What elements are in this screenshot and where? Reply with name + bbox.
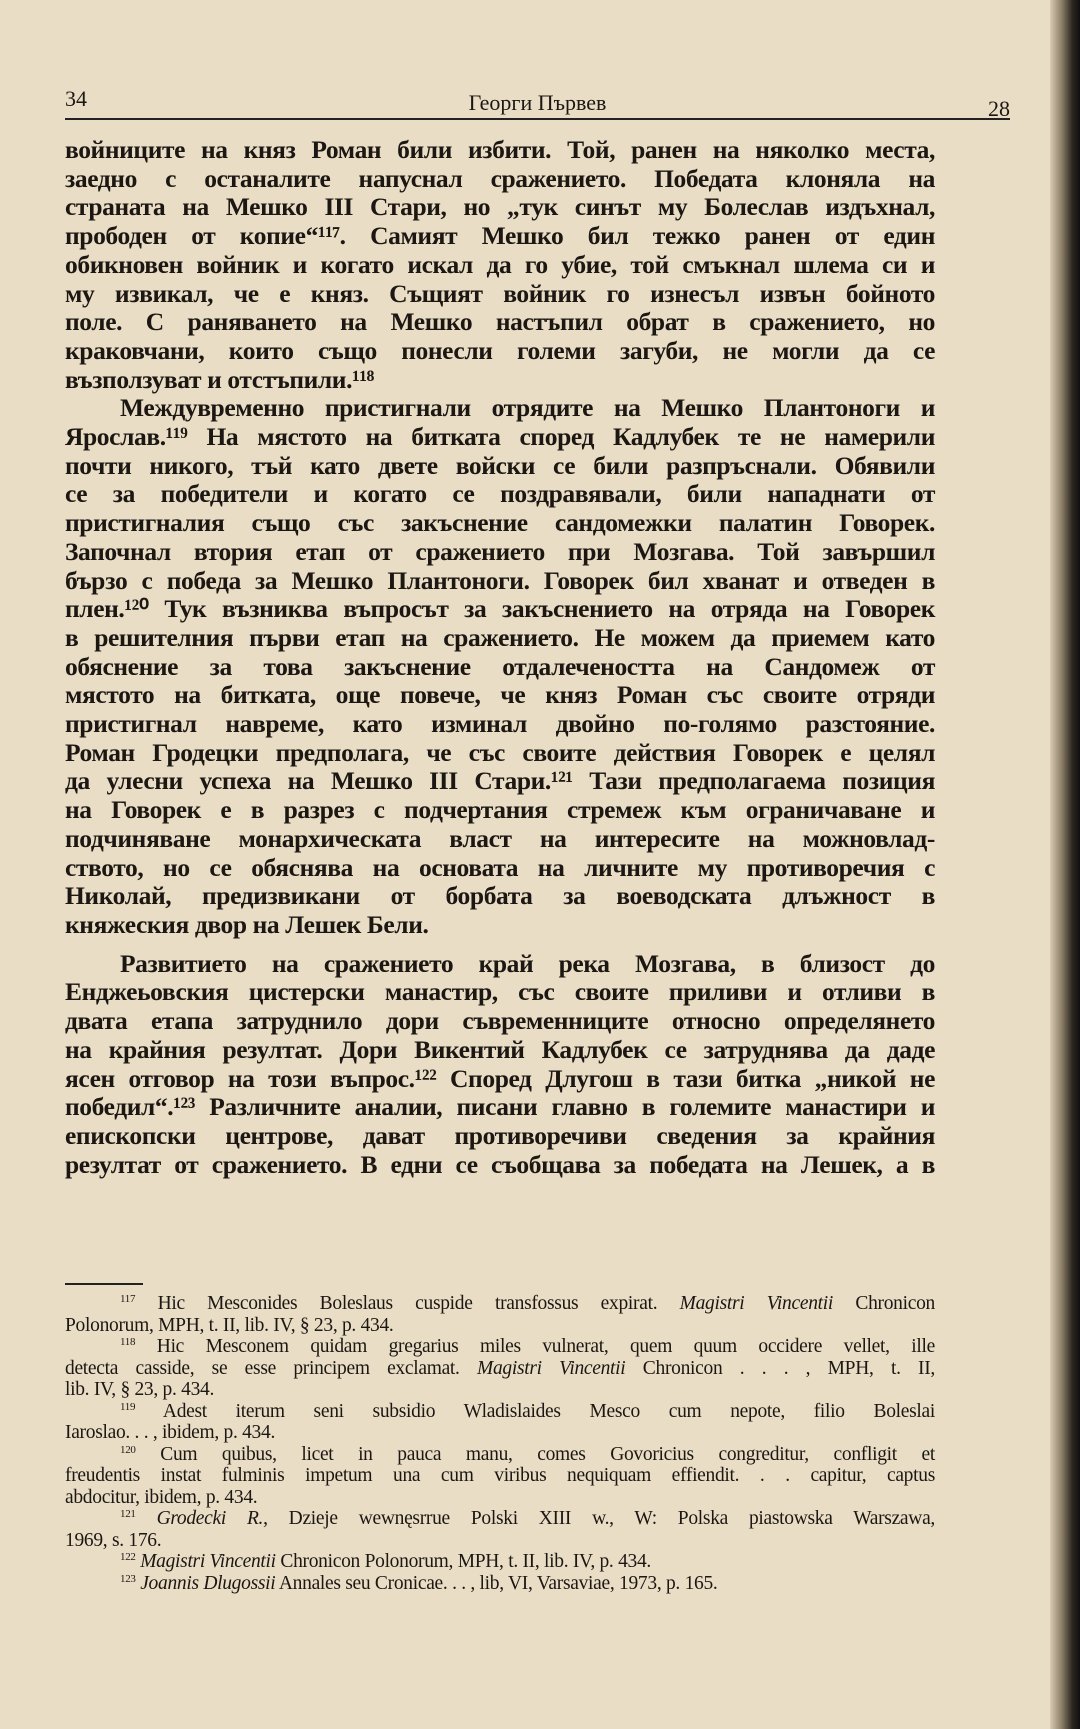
body-line: в решителния първи етап на сражението. Не можем да приемем като <box>65 622 935 652</box>
footnote-line <box>65 1315 935 1337</box>
body-line: епископски центрове, дават противоречиви сведения за крайния <box>65 1120 935 1150</box>
body-line: бързо с победа за Мешко Плантоноги. Говорек бил хванат и отведен в <box>65 565 935 595</box>
footnote-line <box>65 1465 935 1487</box>
footnote-line <box>65 1487 935 1509</box>
body-line: победил“.¹²³ Различните аналии, писани главно в големите манастири и <box>65 1092 935 1122</box>
body-line: да улесни успеха на Мешко III Стари.¹²¹ Тази предполагаема позиция <box>65 766 935 796</box>
footnote-line <box>65 1336 935 1358</box>
footnote-line <box>65 1530 935 1552</box>
footnote-number: 122 <box>120 1551 136 1563</box>
footnote-text: Adest iterum seni subsidio Wladislaides Mesco cum nepote, filio Boleslai <box>162 1400 935 1422</box>
footnote-text: detecta casside, se esse principem exclamat. <box>65 1357 478 1379</box>
footnote-text: 1969, s. 176. <box>65 1529 162 1551</box>
footnote-italic-title: Magistri Vincentii <box>140 1551 276 1572</box>
footnote-rule <box>65 1283 143 1285</box>
footnote-text: abdocitur, ibidem, p. 434. <box>65 1486 258 1508</box>
body-line: почти никого, тъй като двете войски се били разпръснали. Обявили <box>65 450 935 480</box>
footnote-italic-title: Joannis Dlugossii <box>140 1572 276 1594</box>
footnote-text: , Dzieje wewnęsrrue Polski XIII w., W: Polska piastowska Warszawa, <box>263 1508 935 1529</box>
body-line: Междувременно пристигнали отрядите на Мешко Плантоноги и <box>120 393 935 423</box>
body-line: ясен отговор на този въпрос.¹²² Според Длугош в тази битка „никой не <box>65 1063 935 1093</box>
footnote-number: 119 <box>120 1400 136 1413</box>
body-line: войниците на княз Роман били избити. Той, ранен на няколко места, <box>65 135 935 164</box>
body-line: ството, но се обяснява на основата на личните му противоречия с <box>65 852 935 882</box>
footnote-text: Polonorum, MPH, t. II, lib. IV, § 23, p. 434. <box>65 1314 394 1336</box>
footnote-text: freudentis instat fulminis impetum una cum viribus nequiquam effiendit. . . capitur, captus <box>65 1465 935 1486</box>
body-line: Николай, предизвикани от борбата за воеводската длъжност в <box>65 881 935 911</box>
page-number-left: 34 <box>65 86 87 111</box>
footnote-number: 118 <box>120 1336 136 1348</box>
body-line: подчиняване монархическата власт на интересите на можновлад- <box>65 823 935 853</box>
footnote-number: 120 <box>120 1443 136 1456</box>
footnote-italic-title: Magistri Vincentii <box>477 1357 626 1379</box>
footnote-line <box>65 1358 935 1380</box>
footnote-text: Chronicon <box>833 1293 935 1314</box>
body-line: на крайния резултат. Дори Викентий Кадлубек се затруднява да даде <box>65 1034 935 1064</box>
footnote-text: Annales seu Cronicae. . . , lib, VI, Varsaviae, 1973, p. 165. <box>275 1572 718 1594</box>
body-line: пристигналия също със закъснение сандомежки палатин Говорек. <box>65 508 935 538</box>
body-line: мястото на битката, още повече, че княз Роман със своите отряди <box>65 680 935 710</box>
footnote-line <box>65 1379 935 1401</box>
body-line: страната на Мешко III Стари, но „тук синът му Болеслав издъхнал, <box>65 192 935 222</box>
body-line: се за победители и когато се поздравявали, били нападнати от <box>65 479 935 509</box>
body-line: обяснение за това закъснение отдалечеността на Сандомеж от <box>65 651 935 681</box>
body-line: плен.¹²⁰ Тук възниква въпросът за закъснението на отряда на Говорек <box>65 594 935 624</box>
body-line: Роман Гродецки предполага, че със своите действия Говорек е целял <box>65 737 935 767</box>
body-line: Енджеьовския цистерски манастир, със своите приливи и отливи в <box>65 977 935 1007</box>
body-text <box>65 136 935 1179</box>
body-line: му извикал, че е княз. Същият войник го изнесъл извън бойното <box>65 278 935 308</box>
body-line: възползуват и отстъпили.¹¹⁸ <box>65 364 374 394</box>
running-header <box>65 86 1010 120</box>
body-line: княжеския двор на Лешек Бели. <box>65 909 429 939</box>
body-line: резултат от сражението. В едни се съобщава за победата на Лешек, а в <box>65 1149 935 1179</box>
page-number-right: 28 <box>988 96 1010 121</box>
footnotes <box>65 1293 935 1594</box>
book-spine-edge <box>1050 0 1080 1729</box>
footnote-text: Chronicon . . . , MPH, t. II, <box>625 1357 935 1379</box>
body-line: прободен от копие“¹¹⁷. Самият Мешко бил тежко ранен от един <box>65 221 935 251</box>
body-line: обикновен войник и когато искал да го убие, той смъкнал шлема си и <box>65 249 935 279</box>
footnote-text: Chronicon Polonorum, MPH, t. II, lib. IV, p. 434. <box>275 1551 651 1572</box>
body-line: Ярослав.¹¹⁹ На мястото на битката според Кадлубек те не намерили <box>65 422 935 452</box>
body-line: двата етапа затруднило дори съвременниците относно определянето <box>65 1006 935 1036</box>
footnote-text: Cum quibus, licet in pauca manu, comes Govoricius congreditur, confligit et <box>160 1443 936 1465</box>
footnote-number: 121 <box>120 1508 136 1520</box>
footnote-line <box>65 1444 935 1466</box>
body-line: Започнал втория етап от сражението при Мозгава. Той завършил <box>65 536 935 566</box>
footnote-text: Iaroslao. . . , ibidem, p. 434. <box>65 1422 276 1443</box>
footnote-italic-title: Grodecki R. <box>156 1508 264 1529</box>
footnote-line <box>65 1508 935 1530</box>
body-line: краковчани, които също понесли големи загуби, не могли да се <box>65 335 935 365</box>
body-line: заедно с останалите напуснал сражението. Победата клоняла на <box>65 163 935 193</box>
body-line: на Говорек е в разрез с подчертания стремеж към ограничаване и <box>65 795 935 825</box>
running-title: Георги Първев <box>468 90 607 115</box>
footnote-number: 123 <box>120 1572 136 1585</box>
footnote-text: Hic Mesconem quidam gregarius miles vulnerat, quem quum occidere vellet, ille <box>156 1336 935 1357</box>
footnote-line <box>65 1401 935 1423</box>
body-line: пристигнал навреме, като изминал двойно по-голямо разстояние. <box>65 709 935 739</box>
body-line: Развитието на сражението край река Мозгава, в близост до <box>120 948 935 978</box>
footnote-number: 117 <box>120 1293 136 1305</box>
footnote-italic-title: Magistri Vincentii <box>679 1293 834 1314</box>
footnote-line <box>65 1293 935 1315</box>
footnote-line <box>65 1573 935 1595</box>
footnote-text: lib. IV, § 23, p. 434. <box>65 1379 215 1400</box>
footnote-line <box>65 1551 935 1573</box>
body-line: поле. С раняването на Мешко настъпил обрат в сражението, но <box>65 307 935 337</box>
footnote-text: Hic Mesconides Boleslaus cuspide transfossus expirat. <box>157 1293 680 1314</box>
footnote-line <box>65 1422 935 1444</box>
